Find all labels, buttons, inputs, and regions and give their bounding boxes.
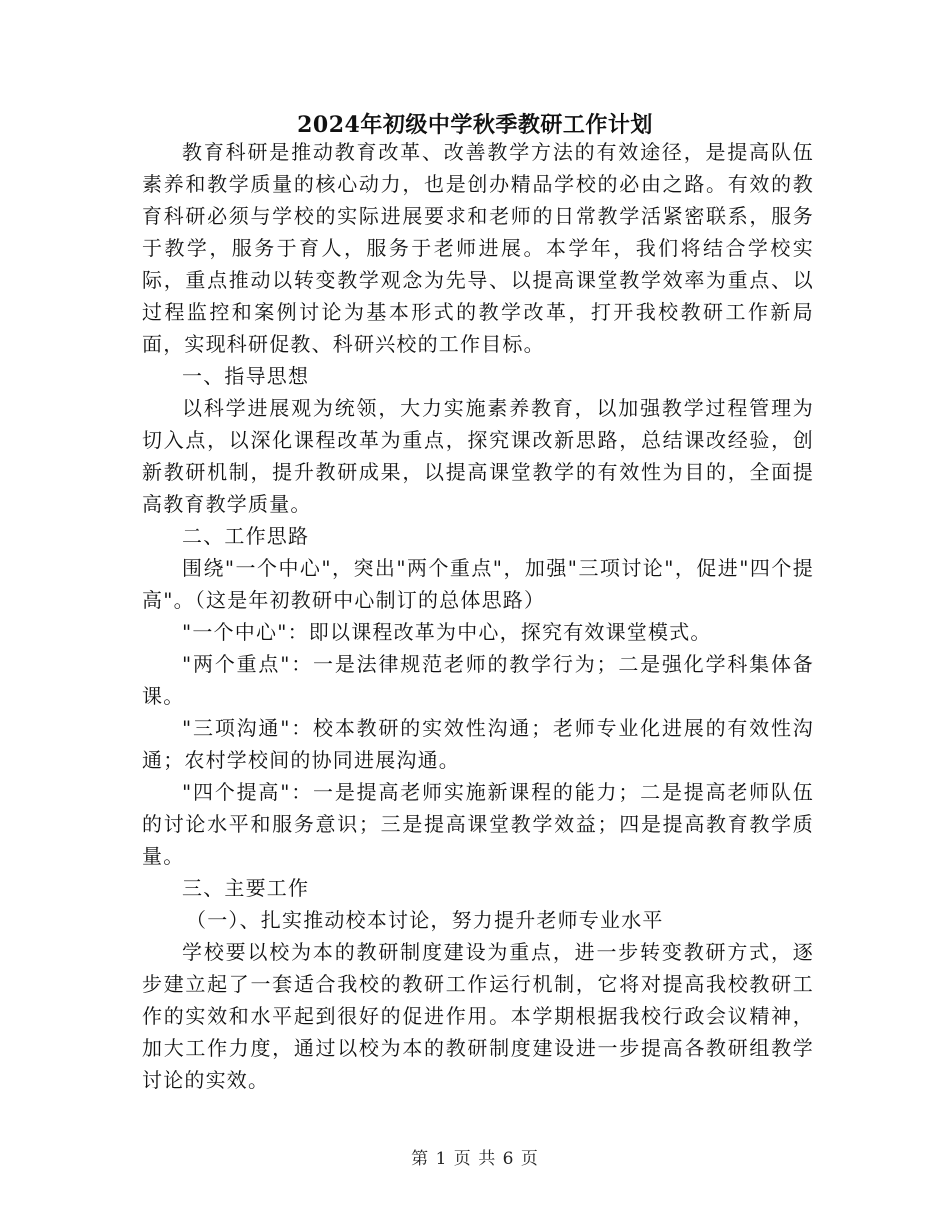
section-heading-work-approach: 二、工作思路 xyxy=(182,524,310,548)
guiding-ideology-paragraph: 以科学进展观为统领，大力实施素养教育，以加强教学过程管理为切入点，以深化课程改革为重点，探究课改新思路，总结课改经验，创新教研机制，提升教研成果，以提高课堂教学的有效性为目的，全面提高教育教学质量。 xyxy=(142,396,814,516)
three-communications-paragraph: "三项沟通"：校本教研的实效性沟通；老师专业化进展的有效性沟通；农村学校间的协同进展沟通。 xyxy=(142,716,814,772)
four-improvements-paragraph: "四个提高"：一是提高老师实施新课程的能力；二是提高老师队伍的讨论水平和服务意识；三是提高课堂教学效益；四是提高教育教学质量。 xyxy=(142,780,814,868)
intro-paragraph: 教育科研是推动教育改革、改善教学方法的有效途径，是提高队伍素养和教学质量的核心动力，也是创办精品学校的必由之路。有效的教育科研必须与学校的实际进展要求和老师的日常教学活紧密联系，服务于教学，服务于育人，服务于老师进展。本学年，我们将结合学校实际，重点推动以转变教学观念为先导、以提高课堂教学效率为重点、以过程监控和案例讨论为基本形式的教学改革，打开我校教研工作新局面，实现科研促教、科研兴校的工作目标。 xyxy=(142,140,814,356)
subsection-heading-school-research: （一）、扎实推动校本讨论，努力提升老师专业水平 xyxy=(186,908,664,932)
section-heading-main-work: 三、主要工作 xyxy=(182,876,310,900)
two-focuses-paragraph: "两个重点"：一是法律规范老师的教学行为；二是强化学科集体备课。 xyxy=(142,652,814,708)
section-heading-guiding-ideology: 一、指导思想 xyxy=(182,364,310,388)
school-research-paragraph: 学校要以校为本的教研制度建设为重点，进一步转变教研方式，逐步建立起了一套适合我校的教研工作运行机制，它将对提高我校教研工作的实效和水平起到很好的促进作用。本学期根据我校行政会议精神，加大工作力度，通过以校为本的教研制度建设进一步提高各教研组教学讨论的实效。 xyxy=(142,940,814,1092)
work-approach-paragraph: 围绕"一个中心"，突出"两个重点"，加强"三项讨论"，促进"四个提高"。（这是年初教研中心制订的总体思路） xyxy=(142,556,814,612)
page-footer: 第 1 页 共 6 页 xyxy=(411,1149,539,1169)
one-center-paragraph: "一个中心"：即以课程改革为中心，探究有效课堂模式。 xyxy=(182,620,712,644)
document-body xyxy=(142,136,814,1096)
document-title: 2024年初级中学秋季教研工作计划 xyxy=(297,112,653,138)
